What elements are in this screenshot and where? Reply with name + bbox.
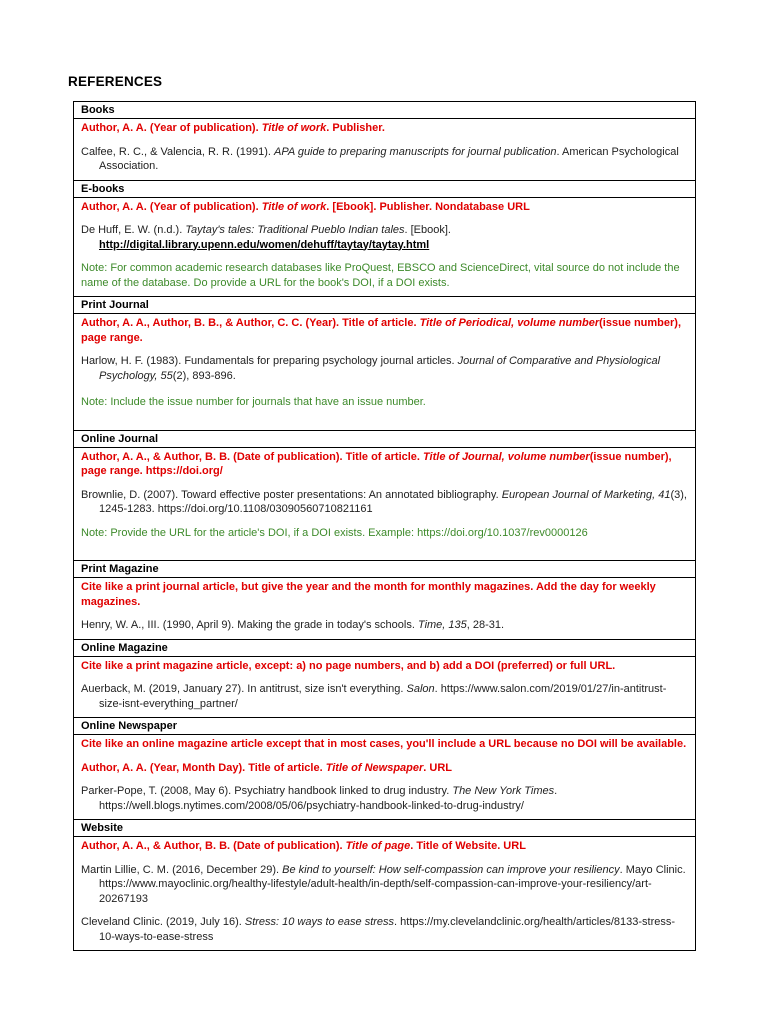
citation-text: . https://www.salon.com/2019/01/27/in-antitrust-size-isnt-everything_partner/ [99, 683, 667, 710]
format-text: Author, A. A. (Year of publication). [81, 122, 262, 134]
citation-text: Brownlie, D. (2007). Toward effective poster presentations: An annotated bibliography. [81, 488, 502, 501]
format-line [81, 839, 688, 854]
format-line [81, 121, 688, 136]
section-online-journal [74, 431, 695, 562]
citation-text: . https://my.clevelandclinic.org/health/articles/8133-stress-10-ways-to-ease-stress [99, 916, 676, 943]
note: Note: Include the issue number for journals that have an issue number. [81, 396, 426, 408]
format-text: . Title of Website. URL [410, 840, 526, 852]
citation-text: Henry, W. A., III. (1990, April 9). Making the grade in today's schools. [81, 619, 418, 631]
example-citation [81, 863, 688, 907]
format-line [81, 761, 688, 776]
format-text: Author, A. A. (Year of publication). [81, 200, 262, 213]
citation-text: De Huff, E. W. (n.d.). [81, 224, 186, 236]
section-website [74, 820, 695, 951]
citation-text: . [Ebook]. [404, 224, 451, 236]
note: Note: Provide the URL for the article's DOI, if a DOI exists. Example: https://doi.org/10.1037/rev0000126 [81, 526, 588, 539]
page-title: REFERENCES [68, 74, 163, 89]
format-italic: Title of work [261, 122, 327, 134]
citation-text: (3), 1245-1283. https://doi.org/10.1108/03090560710821161 [99, 488, 687, 515]
example-citation [81, 223, 688, 252]
format-italic: Title of page [345, 840, 411, 852]
section-heading: Print Magazine [74, 561, 695, 578]
format-line: Cite like an online magazine article except that in most cases, you'll include a URL because no DOI will be available. [81, 738, 687, 750]
example-citation [81, 915, 688, 944]
example-citation [81, 354, 688, 383]
format-text: . [Ebook]. Publisher. Nondatabase URL [326, 200, 530, 213]
citation-text: . Mayo Clinic. https://www.mayoclinic.org/healthy-lifestyle/adult-health/in-depth/self-compassion-can-improve-your-resiliency/art-20267193 [99, 863, 686, 905]
citation-italic: Journal of Comparative and Physiological Psychology, 55 [99, 355, 661, 382]
citation-text: Martin Lillie, C. M. (2016, December 29). [81, 863, 283, 876]
format-italic: Title of Newspaper [325, 761, 424, 774]
example-citation [81, 488, 688, 517]
format-text: (issue number), page range. [81, 317, 682, 344]
section-online-magazine [74, 640, 695, 719]
citation-italic: The New York Times [452, 785, 555, 797]
format-line [81, 200, 688, 215]
example-citation [81, 682, 688, 711]
example-citation [81, 784, 688, 813]
citation-italic: European Journal of Marketing, 41 [501, 488, 671, 501]
section-heading: Online Newspaper [74, 718, 695, 735]
citation-text: . American Psychological Association. [99, 145, 679, 172]
format-italic: Title of work [261, 200, 327, 213]
format-text: . Publisher. [326, 122, 385, 134]
citation-italic: Be kind to yourself: How self-compassion can improve your resiliency [282, 863, 620, 876]
citation-text: Calfee, R. C., & Valencia, R. R. (1991). [81, 145, 274, 158]
section-print-journal [74, 297, 695, 431]
citation-italic: Taytay's tales: Traditional Pueblo Indian tales [185, 224, 405, 236]
section-books [74, 102, 695, 181]
section-heading: Online Magazine [74, 640, 695, 657]
example-citation [81, 145, 688, 174]
citation-text: (2), 893-896. [172, 369, 236, 382]
example-citation [81, 618, 688, 633]
citation-text: Parker-Pope, T. (2008, May 6). Psychiatry handbook linked to drug industry. [81, 785, 453, 797]
note: Note: For common academic research databases like ProQuest, EBSCO and ScienceDirect, vital source do not include the name of the database. Do provide a URL for the book's DOI, if a DOI exists. [81, 262, 680, 289]
format-text: Author, A. A., & Author, B. B. (Date of publication). Title of article. [81, 450, 424, 463]
format-line [81, 316, 688, 345]
citation-text: . https://well.blogs.nytimes.com/2008/05/06/psychiatry-handbook-linked-to-drug-industry/ [99, 785, 558, 812]
format-line [81, 450, 688, 479]
format-text: (issue number), page range. https://doi.org/ [81, 450, 672, 477]
section-print-magazine [74, 561, 695, 640]
citation-italic: Time, 135 [417, 619, 467, 631]
citation-italic: Salon [406, 683, 435, 695]
citation-italic: APA guide to preparing manuscripts for journal publication [273, 145, 557, 158]
citation-text: Harlow, H. F. (1983). Fundamentals for preparing psychology journal articles. [81, 355, 458, 367]
format-text: Author, A. A., Author, B. B., & Author, C. C. (Year). Title of article. [81, 317, 420, 329]
citation-italic: Stress: 10 ways to ease stress [244, 916, 395, 928]
section-heading: Online Journal [74, 431, 695, 448]
section-heading: E-books [74, 181, 695, 198]
format-text: Author, A. A., & Author, B. B. (Date of publication). [81, 840, 346, 852]
citation-text: , 28-31. [466, 619, 505, 631]
format-line: Cite like a print journal article, but give the year and the month for monthly magazines. Add the day for weekly magazines. [81, 581, 656, 608]
section-heading: Website [74, 820, 695, 837]
format-line: Cite like a print magazine article, except: a) no page numbers, and b) add a DOI (preferred) or full URL. [81, 659, 616, 672]
format-text: . URL [423, 761, 453, 774]
citation-link[interactable]: http://digital.library.upenn.edu/women/dehuff/taytay/taytay.html [99, 238, 430, 251]
references-table [73, 101, 696, 951]
section-online-newspaper [74, 718, 695, 820]
citation-text: Cleveland Clinic. (2019, July 16). [81, 916, 245, 928]
section-heading: Books [74, 102, 695, 119]
format-italic: Title of Journal, volume number [423, 450, 590, 463]
format-text: Author, A. A. (Year, Month Day). Title of article. [81, 761, 326, 774]
section-heading: Print Journal [74, 297, 695, 314]
format-italic: Title of Periodical, volume number [419, 317, 600, 329]
section-ebooks [74, 181, 695, 298]
citation-text: Auerback, M. (2019, January 27). In antitrust, size isn't everything. [81, 683, 407, 695]
